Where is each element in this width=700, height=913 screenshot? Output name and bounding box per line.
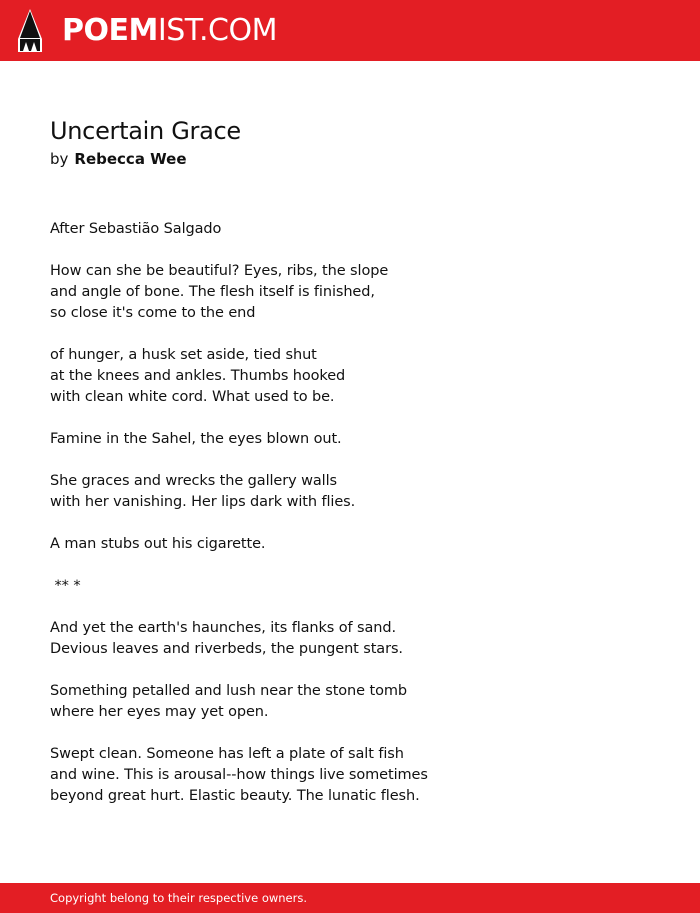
poem-line: with her vanishing. Her lips dark with flies. xyxy=(50,494,356,510)
poem-line xyxy=(50,240,650,261)
poem-line: at the knees and ankles. Thumbs hooked xyxy=(50,368,346,384)
poem-line xyxy=(50,324,650,345)
poem-line: where her eyes may yet open. xyxy=(50,704,269,720)
logo-text-light: IST.COM xyxy=(157,13,277,48)
poem-line: beyond great hurt. Elastic beauty. The lunatic flesh. xyxy=(50,788,420,804)
poem-line: and angle of bone. The flesh itself is finished, xyxy=(50,284,375,300)
poem-line: ** * xyxy=(50,578,81,594)
poem-line xyxy=(50,513,650,534)
poem-line xyxy=(50,408,650,429)
poem-line: of hunger, a husk set aside, tied shut xyxy=(50,347,317,363)
site-logo[interactable] xyxy=(62,13,277,49)
poem-line xyxy=(50,450,650,471)
poem-line: Devious leaves and riverbeds, the pungent stars. xyxy=(50,641,403,657)
poem-line xyxy=(50,555,650,576)
poem-line: She graces and wrecks the gallery walls xyxy=(50,473,337,489)
poem-line: A man stubs out his cigarette. xyxy=(50,536,266,552)
poem-line: and wine. This is arousal--how things live sometimes xyxy=(50,767,428,783)
poem-line: Famine in the Sahel, the eyes blown out. xyxy=(50,431,342,447)
author-name: Rebecca Wee xyxy=(74,150,187,168)
poem-body xyxy=(50,219,650,807)
poem-line: After Sebastião Salgado xyxy=(50,221,222,237)
logo-text-bold: POEM xyxy=(62,13,158,48)
site-header xyxy=(0,0,700,61)
poem-line xyxy=(50,597,650,618)
poem-line: And yet the earth's haunches, its flanks of sand. xyxy=(50,620,397,636)
poem-line: so close it's come to the end xyxy=(50,305,256,321)
poem-line: Something petalled and lush near the stone tomb xyxy=(50,683,407,699)
poem-line xyxy=(50,660,650,681)
byline xyxy=(50,149,187,169)
poem-line: with clean white cord. What used to be. xyxy=(50,389,335,405)
poem-line: Swept clean. Someone has left a plate of salt fish xyxy=(50,746,404,762)
by-label: by xyxy=(50,150,69,168)
poem-line xyxy=(50,723,650,744)
poem-title: Uncertain Grace xyxy=(50,117,241,145)
poem-line: How can she be beautiful? Eyes, ribs, the slope xyxy=(50,263,389,279)
site-footer xyxy=(0,883,700,913)
copyright-notice: Copyright belong to their respective owners. xyxy=(50,891,308,905)
pencil-tip-icon[interactable] xyxy=(17,9,43,52)
